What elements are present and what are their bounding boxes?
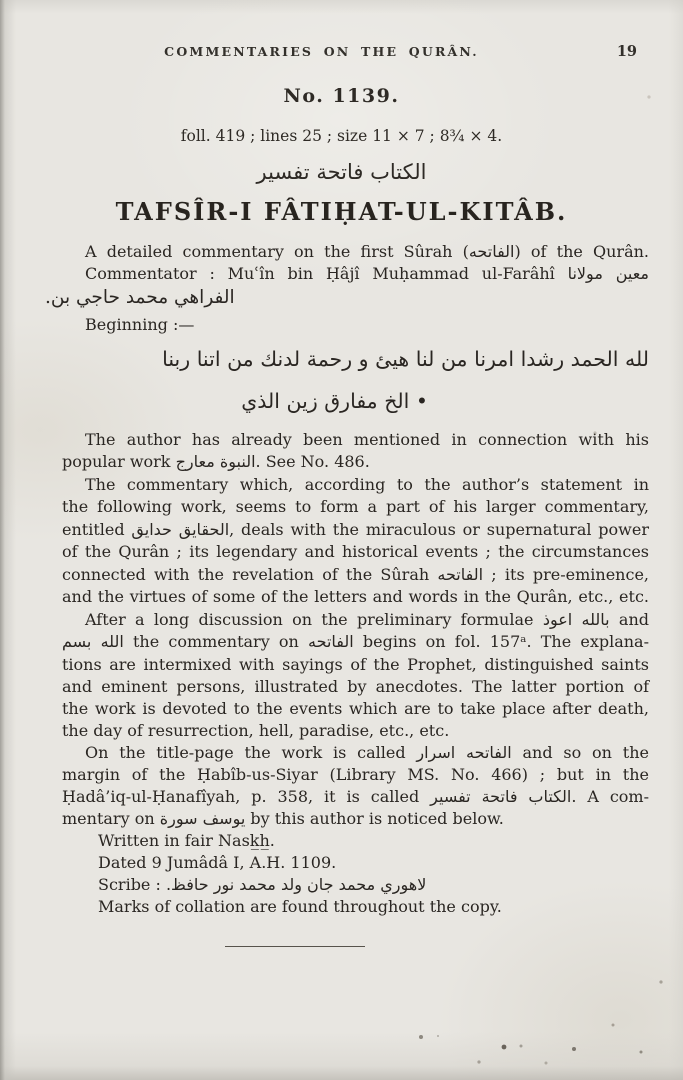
paper-specks (0, 0, 2, 2)
body-line: connected with the revelation of the Sûrah الفاتحه ; its pre-eminence, (62, 565, 649, 584)
body-line: and the virtues of some of the letters and words in the Qurân, etc., etc. (62, 587, 649, 606)
body-line: Beginning :— (85, 315, 195, 334)
page-number: 19 (616, 43, 637, 60)
body-line: Marks of collation are found throughout the copy. (98, 897, 502, 916)
body-line: Dated 9 Jumâdâ I, A.H. 1109. (98, 853, 337, 872)
body-line: After a long discussion on the preliminary formulae اعوذ‎ بالله and (85, 610, 650, 629)
body-line: entitled حدايق‎ الحقايق, deals with the miraculous or supernatural power (62, 520, 649, 539)
section-divider-rule (225, 946, 365, 947)
body-line: Commentator : Muʿîn bin Ḥâjî Muḥammad ul-Farâhî مولانا‎ معين (85, 264, 649, 283)
entry-number: No. 1139. (283, 85, 400, 107)
body-line-arabic: .بن‎ حاجي‎ محمد‎ الفراهي (45, 287, 235, 308)
collation-line: foll. 419 ; lines 25 ; size 11 × 7 ; 8¾ × 4. (180, 127, 503, 145)
arabic-work-title: تفسير‎ فاتحة‎ الكتاب (256, 160, 427, 184)
body-line: the work is devoted to the events which are to take place after death, (62, 699, 649, 718)
running-header-title: COMMENTARIES ON THE QURÂN. (164, 44, 479, 59)
body-line: The author has already been mentioned in connection with his (85, 430, 649, 449)
body-line: margin of the Ḥabîb-us-Siyar (Library MS. No. 466) ; but in the (62, 765, 649, 784)
body-line: mentary on سورة‎ يوسف by this author is noticed below. (62, 809, 504, 828)
body-line: On the title-page the work is called اسرار‎ الفاتحه and so on the (85, 743, 649, 762)
body-line: Ḥadâ’iq-ul-Ḥanafîyah, p. 358, it is called تفسير‎ فاتحة‎ الكتاب. A com- (62, 787, 649, 806)
body-line: A detailed commentary on the first Sûrah (الفاتحه) of the Qurân. (85, 242, 650, 261)
body-line: tions are intermixed with sayings of the Prophet, distinguished saints (62, 655, 649, 674)
body-line: The commentary which, according to the author’s statement in (85, 475, 649, 494)
entry-heading: TAFSÎR-I FÂTIḤAT-UL-KITÂB. (115, 197, 568, 226)
running-header (0, 44, 683, 62)
beginning-quote-arabic: ربنا‎ اتنا‎ من‎ لدنك‎ رحمة‎ و‎ هيئ‎ لنا‎ من‎ امرنا‎ رشدا‎ الحمد‎ لله (162, 347, 649, 371)
body-line: the day of resurrection, hell, paradise, etc., etc. (62, 721, 450, 740)
body-line: Written in fair Nask̲h̲. (98, 831, 275, 850)
body-line: of the Qurân ; its legendary and historical events ; the circumstances (62, 542, 649, 561)
body-line: بسم‎ الله the commentary on الفاتحه begins on fol. 157ᵃ. The explana- (62, 632, 649, 651)
beginning-quote-arabic: الذي‎ زين‎ مفارق‎ الخ‎ • (241, 389, 428, 413)
body-line: Scribe : .حافظ‎ نور‎ محمد‎ ولد‎ جان‎ محمد‎ لاهوري (98, 875, 427, 894)
body-line: the following work, seems to form a part of his larger commentary, (62, 497, 649, 516)
body-line: and eminent persons, illustrated by anecdotes. The latter portion of (62, 677, 649, 696)
body-line: popular work معارج‎ النبوة. See No. 486. (62, 452, 370, 471)
